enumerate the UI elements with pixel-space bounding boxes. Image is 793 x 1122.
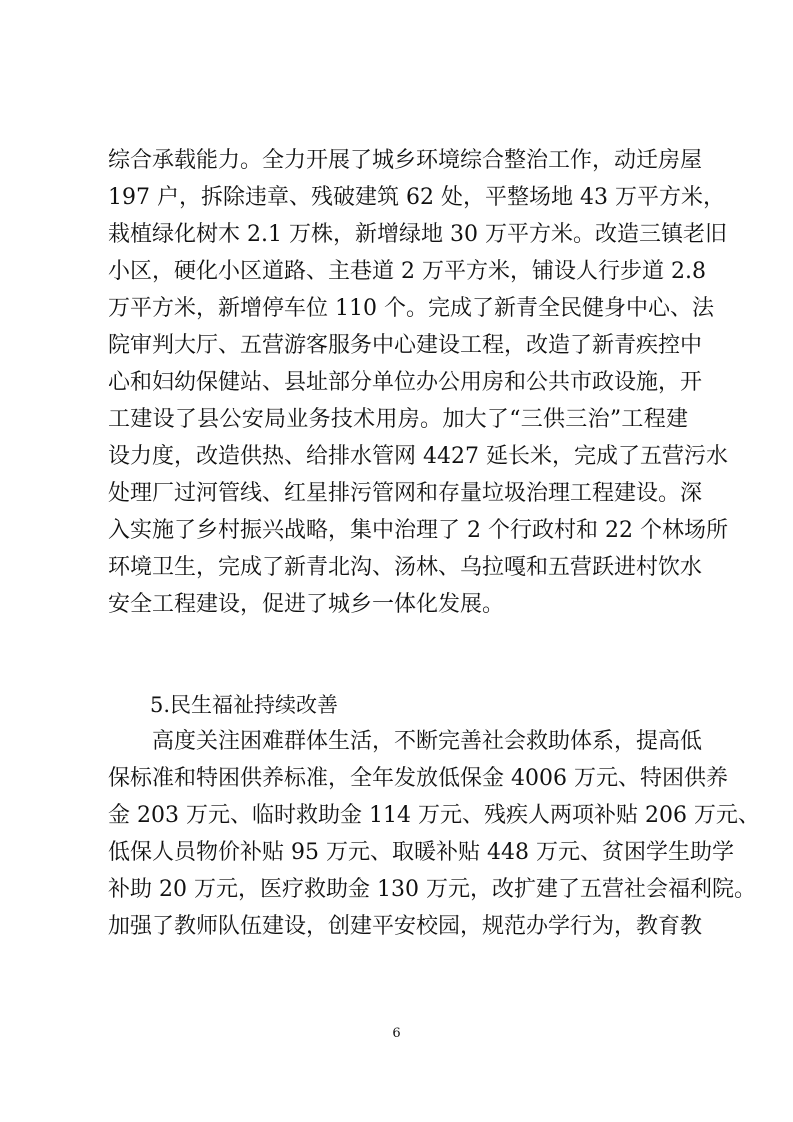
paragraph-line: 197 户，拆除违章、残破建筑 62 处，平整场地 43 万平方米， xyxy=(108,185,725,210)
paragraph-line: 综合承载能力。全力开展了城乡环境综合整治工作，动迁房屋 xyxy=(108,148,703,173)
paragraph-line: 高度关注困难群体生活，不断完善社会救助体系，提高低 xyxy=(152,729,703,754)
paragraph-line: 金 203 万元、临时救助金 114 万元、残疾人两项补贴 206 万元、 xyxy=(108,803,760,828)
paragraph-line: 万平方米，新增停车位 110 个。完成了新青全民健身中心、法 xyxy=(108,296,714,321)
section-heading: 5.民生福祉持续改善 xyxy=(150,693,339,717)
body-paragraph-livelihood xyxy=(108,728,760,950)
page-number: 6 xyxy=(392,1026,401,1041)
paragraph-line: 保标准和特困供养标准，全年发放低保金 4006 万元、特困供养 xyxy=(108,766,728,791)
paragraph-line: 补助 20 万元，医疗救助金 130 万元，改扩建了五营社会福利院。 xyxy=(108,877,756,902)
paragraph-line: 院审判大厅、五营游客服务中心建设工程，改造了新青疾控中 xyxy=(108,333,703,358)
paragraph-line: 处理厂过河管线、红星排污管网和存量垃圾治理工程建设。深 xyxy=(108,481,703,506)
paragraph-line: 环境卫生，完成了新青北沟、汤林、乌拉嘎和五营跃进村饮水 xyxy=(108,555,703,580)
paragraph-line: 心和妇幼保健站、县址部分单位办公用房和公共市政设施，开 xyxy=(108,370,703,395)
paragraph-line: 安全工程建设，促进了城乡一体化发展。 xyxy=(108,592,505,617)
paragraph-line: 小区，硬化小区道路、主巷道 2 万平方米，铺设人行步道 2.8 xyxy=(108,259,706,284)
paragraph-line: 入实施了乡村振兴战略，集中治理了 2 个行政村和 22 个林场所 xyxy=(108,518,728,543)
paragraph-line: 栽植绿化树木 2.1 万株，新增绿地 30 万平方米。改造三镇老旧 xyxy=(108,222,727,247)
paragraph-line: 加强了教师队伍建设，创建平安校园，规范办学行为，教育教 xyxy=(108,914,703,939)
paragraph-line: 设力度，改造供热、给排水管网 4427 延长米，完成了五营污水 xyxy=(108,444,728,469)
body-paragraph-urban-construction xyxy=(108,147,728,628)
paragraph-line: 工建设了县公安局业务技术用房。加大了“三供三治”工程建 xyxy=(108,407,688,432)
paragraph-line: 低保人员物价补贴 95 万元、取暖补贴 448 万元、贫困学生助学 xyxy=(108,840,734,865)
